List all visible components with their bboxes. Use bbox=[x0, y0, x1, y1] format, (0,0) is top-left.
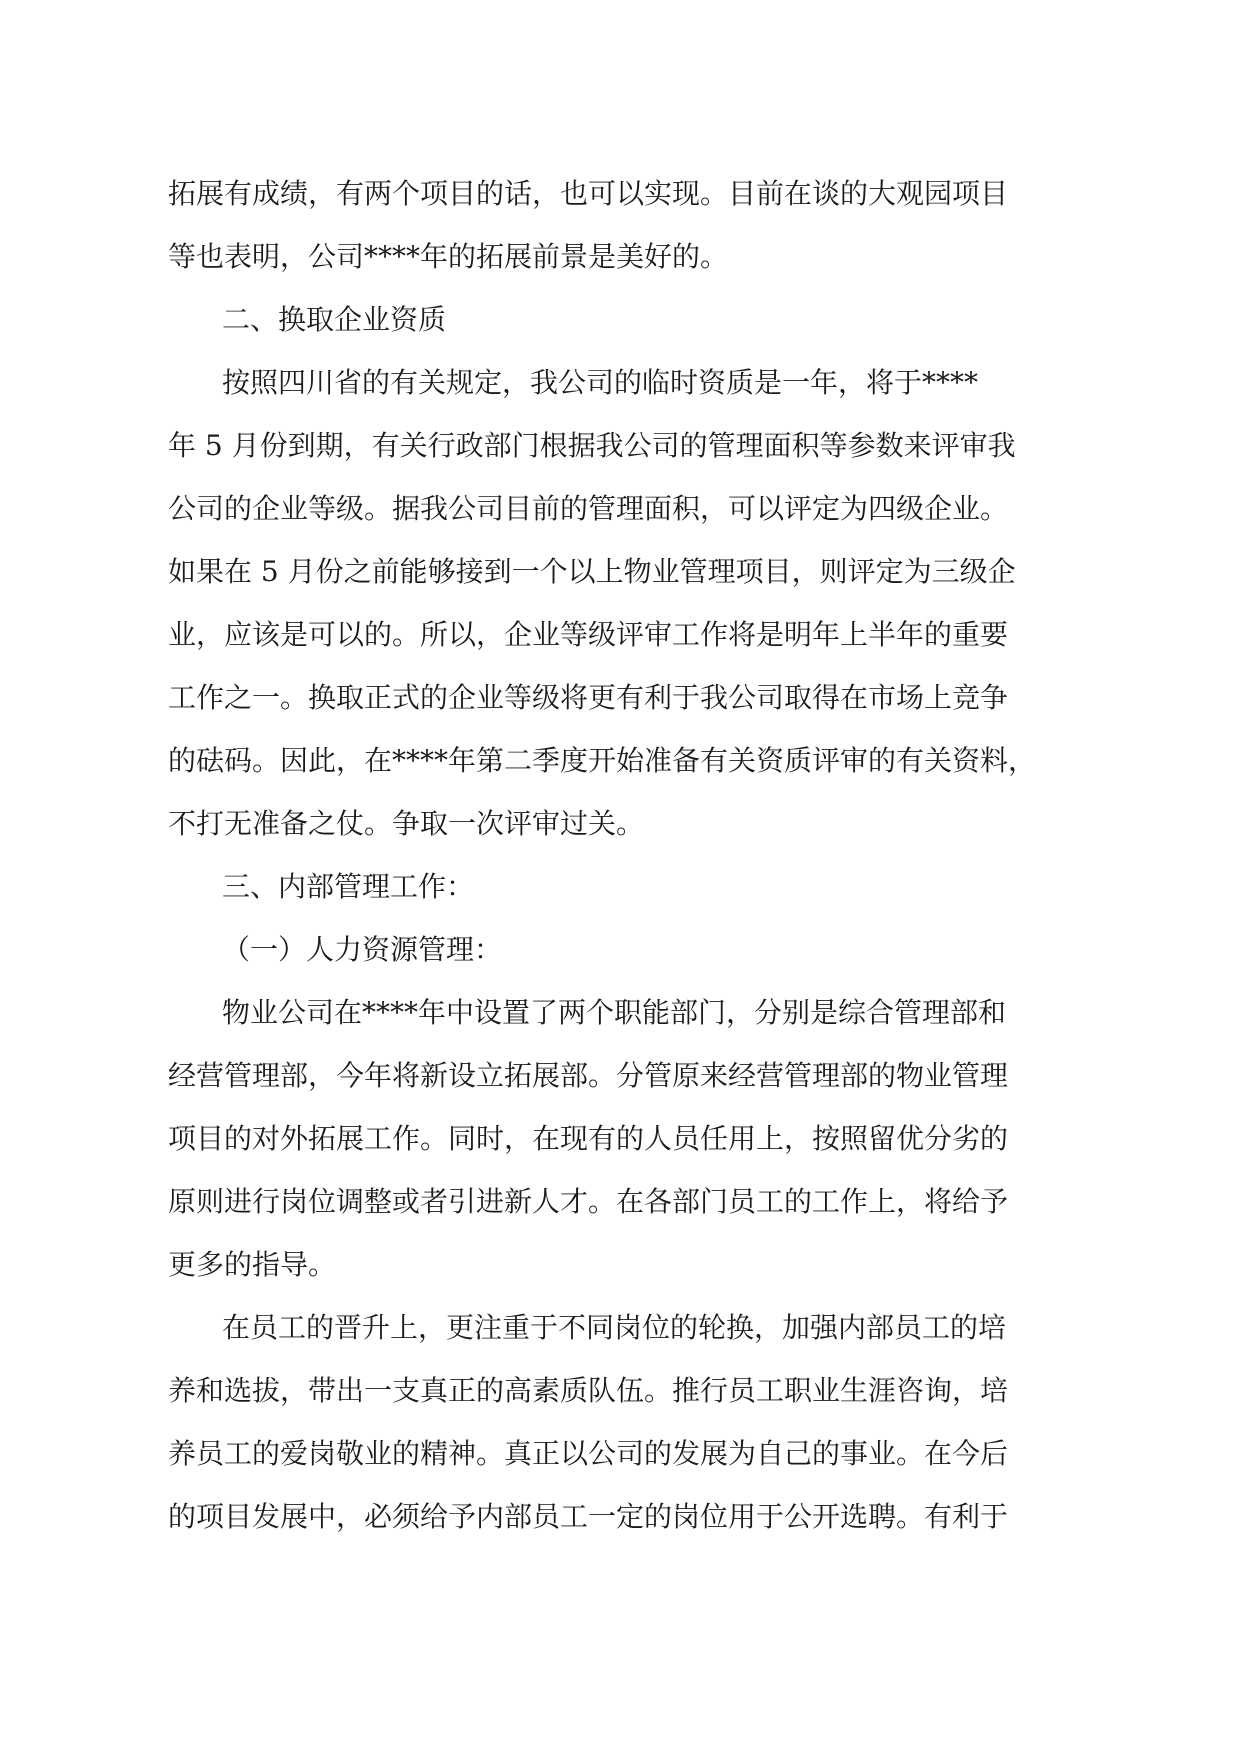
text-line-content: 等也表明，公司****年的拓展前景是美好的。 bbox=[168, 240, 729, 273]
section-heading-text: 三、内部管理工作： bbox=[222, 870, 475, 903]
text-line-content: 按照四川省的有关规定，我公司的临时资质是一年，将于**** bbox=[222, 366, 979, 399]
text-line-content: 经营管理部，今年将新设立拓展部。分管原来经营管理部的物业管理 bbox=[168, 1059, 1009, 1092]
text-line-content: 业，应该是可以的。所以，企业等级评审工作将是明年上半年的重要 bbox=[168, 618, 1009, 651]
text-line bbox=[0, 1170, 1241, 1234]
text-line bbox=[0, 1233, 1241, 1297]
text-line-content: 养和选拔，带出一支真正的高素质队伍。推行员工职业生涯咨询，培 bbox=[168, 1374, 1009, 1407]
text-line-content: 的项目发展中，必须给予内部员工一定的岗位用于公开选聘。有利于 bbox=[168, 1500, 1009, 1533]
text-line bbox=[0, 1107, 1241, 1171]
text-line-content: 不打无准备之仗。争取一次评审过关。 bbox=[168, 807, 645, 840]
text-line-content: 养员工的爱岗敬业的精神。真正以公司的发展为自己的事业。在今后 bbox=[168, 1437, 1009, 1470]
text-line bbox=[0, 603, 1241, 667]
text-line-content: 更多的指导。 bbox=[168, 1248, 337, 1281]
text-line-content: 工作之一。换取正式的企业等级将更有利于我公司取得在市场上竞争 bbox=[168, 681, 1009, 714]
text-line bbox=[0, 540, 1241, 604]
text-line-content: 原则进行岗位调整或者引进新人才。在各部门员工的工作上，将给予 bbox=[168, 1185, 1009, 1218]
text-line bbox=[0, 1044, 1241, 1108]
text-line bbox=[0, 1485, 1241, 1549]
text-line-content: 公司的企业等级。据我公司目前的管理面积，可以评定为四级企业。 bbox=[168, 492, 1009, 525]
text-line bbox=[0, 477, 1241, 541]
text-line-content: 的砝码。因此，在****年第二季度开始准备有关资质评审的有关资料， bbox=[168, 744, 1037, 777]
text-line bbox=[0, 414, 1241, 478]
section-heading bbox=[0, 288, 1241, 352]
text-line bbox=[0, 729, 1241, 793]
text-line bbox=[0, 351, 1241, 415]
text-line-content: 项目的对外拓展工作。同时，在现有的人员任用上，按照留优分劣的 bbox=[168, 1122, 1009, 1155]
text-line-content: 物业公司在****年中设置了两个职能部门，分别是综合管理部和 bbox=[222, 996, 1007, 1029]
text-line-content: 如果在 5 月份之前能够接到一个以上物业管理项目，则评定为三级企 bbox=[168, 555, 1016, 588]
text-line-content: 年 5 月份到期，有关行政部门根据我公司的管理面积等参数来评审我 bbox=[168, 429, 1016, 462]
text-line bbox=[0, 1296, 1241, 1360]
text-line bbox=[0, 162, 1241, 226]
section-heading bbox=[0, 855, 1241, 919]
subsection-heading-text: （一）人力资源管理： bbox=[222, 933, 503, 966]
section-heading-text: 二、换取企业资质 bbox=[222, 303, 447, 336]
text-line-content: 拓展有成绩，有两个项目的话，也可以实现。目前在谈的大观园项目 bbox=[168, 177, 1009, 210]
text-line-content: 在员工的晋升上，更注重于不同岗位的轮换，加强内部员工的培 bbox=[222, 1311, 1007, 1344]
text-line bbox=[0, 1359, 1241, 1423]
text-line bbox=[0, 981, 1241, 1045]
subsection-heading bbox=[0, 918, 1241, 982]
text-line bbox=[0, 225, 1241, 289]
text-line bbox=[0, 1422, 1241, 1486]
text-line bbox=[0, 792, 1241, 856]
text-line bbox=[0, 666, 1241, 730]
